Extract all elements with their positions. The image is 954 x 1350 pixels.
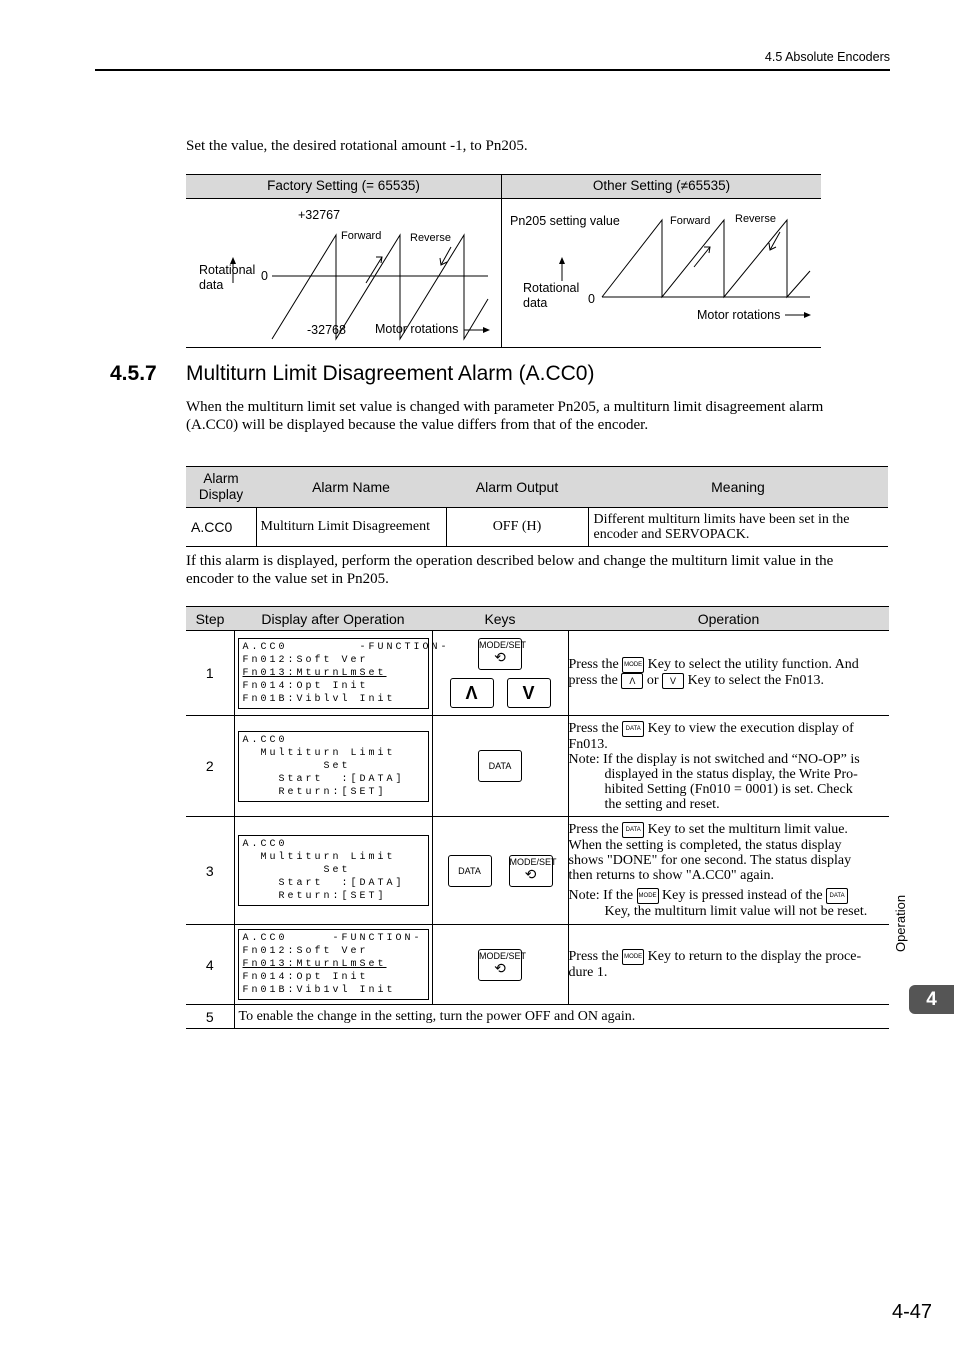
mode-set-key-icon: MODE bbox=[622, 657, 644, 673]
left-zero-label: 0 bbox=[261, 269, 268, 283]
operation-table bbox=[186, 606, 889, 1029]
panel-display: A.CC0 -FUNCTION- Fn012:Soft Ver Fn013:MturnLmSet Fn014:Opt Init Fn01B:Viblvl Init bbox=[238, 638, 429, 709]
section-number: 4.5.7 bbox=[110, 362, 157, 385]
alarm-display-cell: A.CC0 bbox=[186, 508, 256, 547]
running-header: 4.5 Absolute Encoders bbox=[764, 50, 890, 64]
right-max-label: Pn205 setting value bbox=[510, 214, 620, 228]
alarm-meaning-cell: Different multiturn limits have been set in the encoder and SERVOPACK. bbox=[588, 508, 888, 547]
figure-header bbox=[186, 175, 821, 199]
left-min-label: -32768 bbox=[307, 323, 346, 337]
chapter-tab: 4 bbox=[909, 985, 954, 1014]
keys-cell bbox=[432, 817, 568, 925]
mode-set-key-icon: MODE bbox=[637, 888, 659, 904]
mode-set-key-icon: MODE bbox=[622, 949, 644, 965]
factory-setting-title: Factory Setting (= 65535) bbox=[267, 178, 420, 193]
down-key[interactable]: V bbox=[507, 678, 551, 708]
procedure-intro-line-1: If this alarm is displayed, perform the operation described below and change the multiturn limit value in the bbox=[186, 553, 834, 569]
panel-display: A.CC0 Multiturn Limit Set Start :[DATA] Return:[SET] bbox=[238, 835, 429, 906]
mode-set-key[interactable]: MODE/SET ⟲ bbox=[478, 638, 522, 670]
alarm-display-header: Alarm Display bbox=[186, 467, 256, 508]
step-row bbox=[186, 817, 889, 925]
up-key-icon: Λ bbox=[621, 673, 643, 689]
display-cell bbox=[234, 631, 450, 716]
up-key[interactable]: Λ bbox=[450, 678, 494, 708]
display-cell bbox=[234, 925, 432, 1005]
rotation-figure-table bbox=[186, 174, 821, 348]
keys-cell bbox=[432, 716, 568, 817]
operation-cell: Press the MODE Key to select the utility function. And press the Λ or V Key to select the Fn013. bbox=[568, 631, 889, 716]
left-reverse-label: Reverse bbox=[410, 232, 451, 244]
alarm-table bbox=[186, 466, 888, 547]
step-number: 1 bbox=[186, 631, 234, 716]
data-key-icon: DATA bbox=[622, 822, 644, 838]
page-number: 4-47 bbox=[891, 1301, 932, 1323]
data-key[interactable]: DATA bbox=[448, 855, 492, 887]
alarm-name-cell: Multiturn Limit Disagreement bbox=[256, 508, 446, 547]
step-row bbox=[186, 631, 889, 716]
final-step-text: To enable the change in the setting, turn the power OFF and ON again. bbox=[234, 1005, 889, 1029]
step-number: 2 bbox=[186, 716, 234, 817]
step-row bbox=[186, 925, 889, 1005]
operation-cell: Press the MODE Key to return to the display the proce- dure 1. bbox=[568, 925, 889, 1005]
other-setting-title: Other Setting (≠65535) bbox=[592, 178, 731, 193]
side-chapter-label: Operation bbox=[893, 894, 909, 953]
left-forward-label: Forward bbox=[341, 230, 382, 242]
meaning-header: Meaning bbox=[588, 467, 888, 508]
alarm-output-header: Alarm Output bbox=[446, 467, 588, 508]
left-x-label: Motor rotations bbox=[375, 322, 459, 336]
procedure-intro-line-2: encoder to the value set in Pn205. bbox=[186, 571, 389, 587]
step-header: Step bbox=[186, 607, 234, 631]
left-y-label-1: Rotational bbox=[199, 263, 256, 277]
alarm-description-line-1: When the multiturn limit set value is changed with parameter Pn205, a multiturn limit disagreement alarm bbox=[186, 399, 824, 415]
keys-header: Keys bbox=[432, 607, 568, 631]
right-x-label: Motor rotations bbox=[697, 308, 781, 322]
operation-header: Operation bbox=[568, 607, 889, 631]
down-key-icon: V bbox=[662, 673, 684, 689]
alarm-output-cell: OFF (H) bbox=[446, 508, 588, 547]
alarm-description-line-2: (A.CC0) will be displayed because the value differs from that of the encoder. bbox=[186, 417, 649, 433]
display-header: Display after Operation bbox=[234, 607, 432, 631]
header-rule bbox=[95, 69, 890, 71]
alarm-description bbox=[186, 398, 886, 434]
data-key-icon: DATA bbox=[622, 721, 644, 737]
right-reverse-label: Reverse bbox=[735, 213, 776, 225]
step-number: 5 bbox=[186, 1005, 234, 1029]
right-y-label-2: data bbox=[523, 296, 548, 310]
right-forward-label: Forward bbox=[670, 215, 711, 227]
keys-cell bbox=[432, 631, 568, 716]
procedure-intro bbox=[186, 552, 888, 588]
panel-display: A.CC0 -FUNCTION- Fn012:Soft Ver Fn013:MturnLmSet Fn014:Opt Init Fn01B:Vib1vl Init bbox=[238, 929, 429, 1000]
alarm-name-header: Alarm Name bbox=[256, 467, 446, 508]
section-title: Multiturn Limit Disagreement Alarm (A.CC0) bbox=[186, 362, 595, 385]
step-row bbox=[186, 716, 889, 817]
panel-display: A.CC0 Multiturn Limit Set Start :[DATA] Return:[SET] bbox=[238, 731, 429, 802]
left-y-label-2: data bbox=[199, 278, 224, 292]
operation-cell: Press the DATA Key to set the multiturn limit value. When the setting is completed, the status display shows "DONE" for one second. The status display then returns to show "A.CC0" again. Note: If the MODE Key is pressed instead of the DATA Key, the multiturn limit value will not be reset. bbox=[568, 817, 889, 925]
right-zero-label: 0 bbox=[588, 292, 595, 306]
keys-cell bbox=[432, 925, 568, 1005]
mode-set-key[interactable]: MODE/SET ⟲ bbox=[509, 855, 553, 887]
operation-cell: Press the DATA Key to view the execution display of Fn013. Note: If the display is not switched and “NO-OP” is displayed in the status display, the Write Pro- hibited Setting (Fn010 = 0001) is set. Check the setting and reset. bbox=[568, 716, 889, 817]
left-max-label: +32767 bbox=[298, 208, 341, 222]
data-key-icon: DATA bbox=[826, 888, 848, 904]
data-key[interactable]: DATA bbox=[478, 750, 522, 782]
intro-text: Set the value, the desired rotational amount -1, to Pn205. bbox=[186, 138, 528, 154]
step-row bbox=[186, 1005, 889, 1029]
step-number: 4 bbox=[186, 925, 234, 1005]
display-cell bbox=[234, 716, 432, 817]
step-number: 3 bbox=[186, 817, 234, 925]
mode-set-key[interactable]: MODE/SET ⟲ bbox=[478, 949, 522, 981]
display-cell bbox=[234, 817, 432, 925]
right-y-label-1: Rotational bbox=[523, 281, 580, 295]
